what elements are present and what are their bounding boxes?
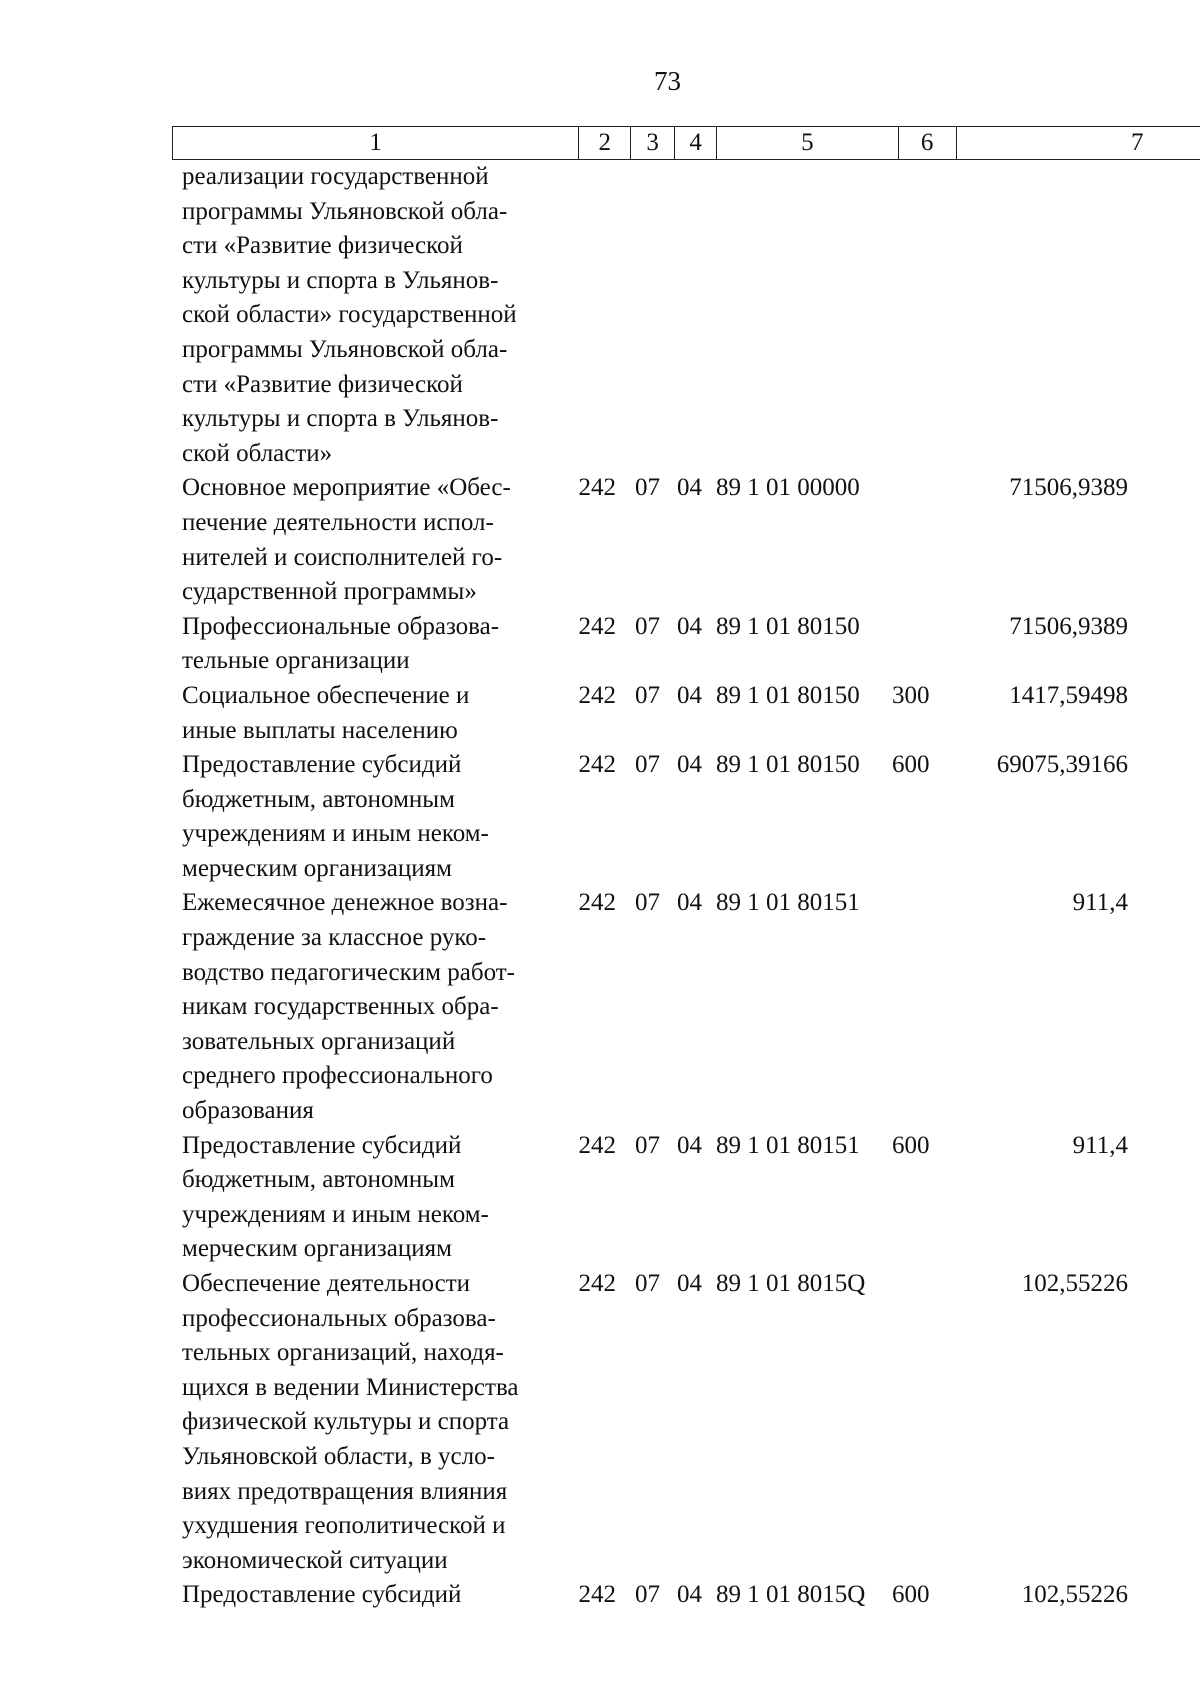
table-row	[182, 679, 1200, 748]
cell-col-4: 04	[677, 474, 702, 502]
description-line: бюджетным, автономным	[182, 785, 455, 813]
description-line: печение деятельности испол-	[182, 508, 494, 536]
description-line: Предоставление субсидий	[182, 751, 462, 779]
header-col-7: 7	[1131, 129, 1144, 156]
cell-col-3: 07	[635, 1131, 660, 1159]
cell-col-3: 07	[635, 889, 660, 917]
table-row	[182, 886, 1200, 1128]
description-line: культуры и спорта в Ульянов-	[182, 405, 499, 433]
table-row	[182, 1267, 1200, 1578]
description-line: водство педагогическим работ-	[182, 958, 515, 986]
description-line: мерческим организациям	[182, 1235, 452, 1263]
cell-col-3: 07	[635, 681, 660, 709]
description-line: профессиональных образова-	[182, 1304, 496, 1332]
description-line: тельные организации	[182, 647, 410, 675]
header-col-1: 1	[173, 127, 579, 159]
cell-col-5: 89 1 01 80150	[716, 612, 860, 640]
header-col-4: 4	[675, 127, 717, 159]
description-line: культуры и спорта в Ульянов-	[182, 266, 499, 294]
header-col-3: 3	[631, 127, 675, 159]
row-description	[182, 679, 564, 748]
description-line: ухудшения геополитической и	[182, 1512, 506, 1540]
cell-col-2: 242	[578, 1131, 616, 1159]
description-line: граждение за классное руко-	[182, 924, 487, 952]
cell-col-6: 600	[892, 1581, 930, 1609]
cell-col-3	[616, 160, 660, 471]
cell-col-3: 07	[635, 751, 660, 779]
description-line: щихся в ведении Министерства	[182, 1373, 519, 1401]
description-line: мерческим организациям	[182, 854, 452, 882]
row-description	[182, 1267, 564, 1578]
cell-col-3: 07	[635, 474, 660, 502]
cell-col-4: 04	[677, 1270, 702, 1297]
cell-col-5: 89 1 01 80151	[716, 889, 860, 917]
row-description	[182, 1129, 564, 1267]
cell-col-3: 07	[635, 1581, 660, 1609]
cell-col-5	[702, 160, 892, 471]
cell-col-7: 71506,9389	[1009, 612, 1128, 640]
cell-col-4	[660, 160, 702, 471]
row-description	[182, 886, 564, 1128]
description-line: Обеспечение деятельности	[182, 1270, 471, 1297]
description-line: физической культуры и спорта	[182, 1408, 510, 1436]
cell-col-4: 04	[677, 751, 702, 779]
cell-col-7: 911,4	[1072, 1131, 1128, 1159]
description-line: образования	[182, 1097, 314, 1125]
description-line: виях предотвращения влияния	[182, 1477, 508, 1505]
header-col-2: 2	[579, 127, 631, 159]
cell-col-7: 102,55226	[1021, 1270, 1128, 1297]
cell-col-6	[892, 471, 942, 609]
page-number: 73	[654, 66, 681, 96]
table-row	[182, 748, 1200, 886]
description-line: экономической ситуации	[182, 1546, 448, 1574]
description-line: Основное мероприятие «Обес-	[182, 474, 511, 502]
cell-col-6: 300	[892, 681, 930, 709]
description-line: сти «Развитие физической	[182, 370, 463, 398]
table-row	[182, 610, 1200, 679]
cell-col-5: 89 1 01 8015Q	[716, 1270, 866, 1297]
description-line: нителей и соисполнителей го-	[182, 543, 503, 571]
cell-col-7: 102,55226	[1021, 1581, 1128, 1609]
cell-col-6: 600	[892, 1131, 930, 1159]
table-row	[182, 1578, 1200, 1613]
description-line: учреждениям и иным неком-	[182, 820, 489, 848]
row-description	[182, 471, 564, 609]
cell-col-3: 07	[635, 1270, 660, 1297]
description-line: сударственной программы»	[182, 578, 477, 606]
cell-col-2: 242	[578, 751, 616, 779]
description-line: Профессиональные образова-	[182, 612, 500, 640]
cell-col-5: 89 1 01 8015Q	[716, 1581, 866, 1609]
description-line: Ежемесячное денежное возна-	[182, 889, 508, 917]
description-line: Предоставление субсидий	[182, 1131, 462, 1159]
cell-col-7: 69075,39166	[996, 751, 1128, 779]
cell-col-2	[564, 160, 616, 471]
row-description	[182, 748, 564, 886]
cell-col-4: 04	[677, 1581, 702, 1609]
cell-col-4: 04	[677, 889, 702, 917]
description-line: учреждениям и иным неком-	[182, 1200, 489, 1228]
description-line: среднего профессионального	[182, 1062, 493, 1090]
cell-col-5: 89 1 01 00000	[716, 474, 860, 502]
description-line: ской области» государственной	[182, 301, 517, 329]
row-description	[182, 610, 564, 679]
description-line: Ульяновской области, в усло-	[182, 1442, 495, 1470]
cell-col-2: 242	[578, 612, 616, 640]
header-col-5: 5	[717, 127, 899, 159]
description-line: реализации государственной	[182, 163, 489, 190]
table-row	[182, 471, 1200, 609]
row-description	[182, 1578, 564, 1613]
table-header	[172, 126, 1200, 160]
cell-col-5: 89 1 01 80150	[716, 751, 860, 779]
cell-col-4: 04	[677, 681, 702, 709]
cell-col-7: 71506,9389	[1009, 474, 1128, 502]
cell-col-4: 04	[677, 1131, 702, 1159]
cell-col-2: 242	[578, 889, 616, 917]
description-line: иные выплаты населению	[182, 716, 458, 744]
cell-col-5: 89 1 01 80150	[716, 681, 860, 709]
cell-col-2: 242	[578, 1581, 616, 1609]
description-line: программы Ульяновской обла-	[182, 197, 508, 225]
description-line: программы Ульяновской обла-	[182, 335, 508, 363]
table-body	[182, 160, 1200, 1613]
cell-col-7	[942, 160, 1128, 471]
cell-col-6	[892, 160, 942, 471]
description-line: зовательных организаций	[182, 1027, 456, 1055]
description-line: бюджетным, автономным	[182, 1166, 455, 1194]
cell-col-2: 242	[578, 681, 616, 709]
description-line: тельных организаций, находя-	[182, 1339, 504, 1367]
cell-col-2: 242	[578, 1270, 616, 1297]
description-line: ской области»	[182, 439, 333, 467]
description-line: никам государственных обра-	[182, 993, 499, 1021]
description-line: Предоставление субсидий	[182, 1581, 462, 1609]
cell-col-6	[892, 610, 942, 679]
cell-col-2: 242	[578, 474, 616, 502]
table-row	[182, 1129, 1200, 1267]
cell-col-6	[892, 886, 942, 1128]
cell-col-7: 911,4	[1072, 889, 1128, 917]
description-line: Социальное обеспечение и	[182, 681, 470, 709]
cell-col-5: 89 1 01 80151	[716, 1131, 860, 1159]
header-col-6: 6	[899, 127, 957, 159]
cell-col-4: 04	[677, 612, 702, 640]
description-line: сти «Развитие физической	[182, 232, 463, 260]
cell-col-7: 1417,59498	[1009, 681, 1128, 709]
table-row	[182, 160, 1200, 471]
cell-col-6	[892, 1267, 942, 1578]
cell-col-6: 600	[892, 751, 930, 779]
row-description	[182, 160, 564, 471]
cell-col-3: 07	[635, 612, 660, 640]
